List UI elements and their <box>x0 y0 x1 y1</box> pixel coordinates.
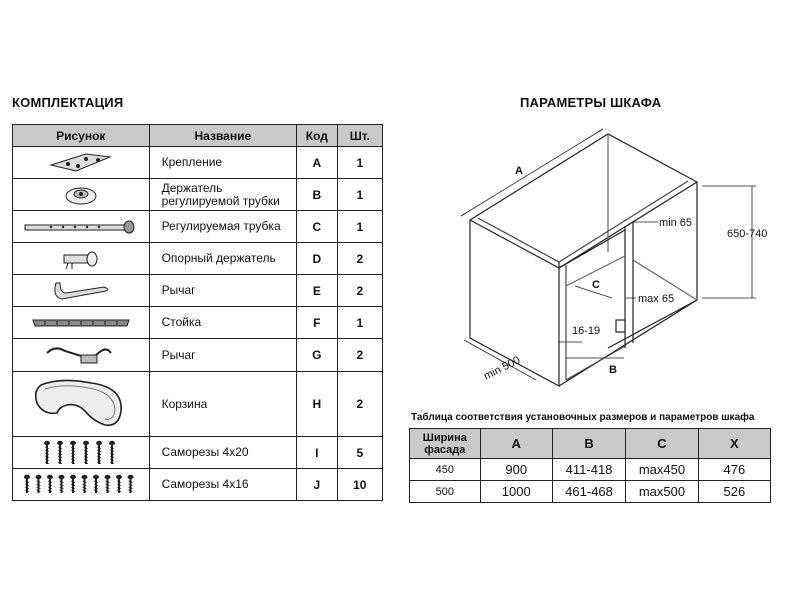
header-b: B <box>552 429 625 459</box>
part-name: Саморезы 4х16 <box>149 469 297 501</box>
screw-icon <box>44 440 50 463</box>
cabinet-diagram <box>440 118 770 398</box>
screw-icon <box>127 474 133 492</box>
cell-b: 461-468 <box>552 481 625 503</box>
screws-4x20-icon <box>13 437 150 469</box>
label-c: C <box>592 279 600 291</box>
screw-icon <box>58 474 64 492</box>
part-name: Крепление <box>149 147 297 179</box>
part-name: Рычаг <box>149 275 297 307</box>
screw-icon <box>24 474 30 492</box>
cell-a: 1000 <box>480 481 552 503</box>
header-qty: Шт. <box>337 125 382 147</box>
screw-icon <box>70 474 76 492</box>
screw-icon <box>81 474 87 492</box>
part-qty: 1 <box>337 179 382 211</box>
part-code: C <box>297 211 338 243</box>
cell-c: max500 <box>626 481 699 503</box>
cell-width: 500 <box>410 481 481 503</box>
label-b: B <box>609 364 617 376</box>
part-qty: 1 <box>337 211 382 243</box>
adjustable-tube-icon <box>13 211 150 243</box>
support-holder-icon <box>13 243 150 275</box>
cell-x: 476 <box>698 459 770 481</box>
table-row <box>410 481 771 503</box>
cell-width: 450 <box>410 459 481 481</box>
part-name: Держатель регулируемой трубки <box>149 179 297 211</box>
left-title: КОМПЛЕКТАЦИЯ <box>12 95 124 110</box>
part-name: Стойка <box>149 307 297 339</box>
header-code: Код <box>297 125 338 147</box>
params-header-row <box>410 429 771 459</box>
part-code: I <box>297 437 338 469</box>
screw-icon <box>83 440 89 463</box>
part-code: B <box>297 179 338 211</box>
basket-icon <box>13 372 150 437</box>
dim-line-a <box>461 129 603 216</box>
header-x: X <box>698 429 770 459</box>
screw-icon <box>47 474 53 492</box>
screw-icon <box>70 440 76 463</box>
rack-icon <box>13 307 150 339</box>
parts-table <box>12 124 383 501</box>
part-qty: 2 <box>337 339 382 372</box>
header-name: Название <box>149 125 297 147</box>
part-qty: 5 <box>337 437 382 469</box>
header-a: A <box>480 429 552 459</box>
table-row <box>13 275 383 307</box>
part-qty: 2 <box>337 243 382 275</box>
header-picture: Рисунок <box>13 125 150 147</box>
part-name: Опорный держатель <box>149 243 297 275</box>
part-code: J <box>297 469 338 501</box>
table-row <box>13 339 383 372</box>
cell-b: 411-418 <box>552 459 625 481</box>
params-table <box>409 428 771 503</box>
cabinet-top-outline <box>470 134 697 268</box>
tube-holder-icon <box>13 179 150 211</box>
screws-4x16-icon <box>13 469 150 501</box>
part-code: G <box>297 339 338 372</box>
part-qty: 10 <box>337 469 382 501</box>
label-depth: min 500 <box>481 354 523 383</box>
screw-icon <box>93 474 99 492</box>
part-code: E <box>297 275 338 307</box>
part-name: Саморезы 4х20 <box>149 437 297 469</box>
label-thickness: 16-19 <box>572 325 601 337</box>
part-qty: 1 <box>337 307 382 339</box>
label-max65: max 65 <box>638 293 675 305</box>
screw-icon <box>116 474 122 492</box>
table-row <box>13 147 383 179</box>
table-row <box>13 469 383 501</box>
cell-a: 900 <box>480 459 552 481</box>
part-qty: 2 <box>337 275 382 307</box>
screw-icon <box>57 440 63 463</box>
label-a: A <box>515 165 523 177</box>
screw-icon <box>35 474 41 492</box>
right-title: ПАРАМЕТРЫ ШКАФА <box>520 95 662 110</box>
table-row <box>13 372 383 437</box>
cell-x: 526 <box>698 481 770 503</box>
table-row <box>13 437 383 469</box>
part-qty: 2 <box>337 372 382 437</box>
mounting-plate-icon <box>13 147 150 179</box>
params-caption: Таблица соответствия установочных размеров и параметров шкафа <box>411 412 755 423</box>
table-row <box>13 307 383 339</box>
screw-icon <box>109 440 115 463</box>
header-c: C <box>626 429 699 459</box>
table-row <box>13 243 383 275</box>
label-min65: min 65 <box>659 217 693 229</box>
part-code: D <box>297 243 338 275</box>
screw-icon <box>104 474 110 492</box>
label-height: 650-740 <box>727 228 768 240</box>
table-row <box>13 211 383 243</box>
part-name: Регулируемая трубка <box>149 211 297 243</box>
part-code: A <box>297 147 338 179</box>
screw-icon <box>96 440 102 463</box>
cell-c: max450 <box>626 459 699 481</box>
part-name: Рычаг <box>149 339 297 372</box>
lever-e-icon <box>13 275 150 307</box>
parts-header-row <box>13 125 383 147</box>
part-qty: 1 <box>337 147 382 179</box>
header-facade-width: Ширина фасада <box>410 429 481 459</box>
part-name: Корзина <box>149 372 297 437</box>
lever-g-icon <box>13 339 150 372</box>
part-code: F <box>297 307 338 339</box>
part-code: H <box>297 372 338 437</box>
table-row <box>13 179 383 211</box>
table-row <box>410 459 771 481</box>
